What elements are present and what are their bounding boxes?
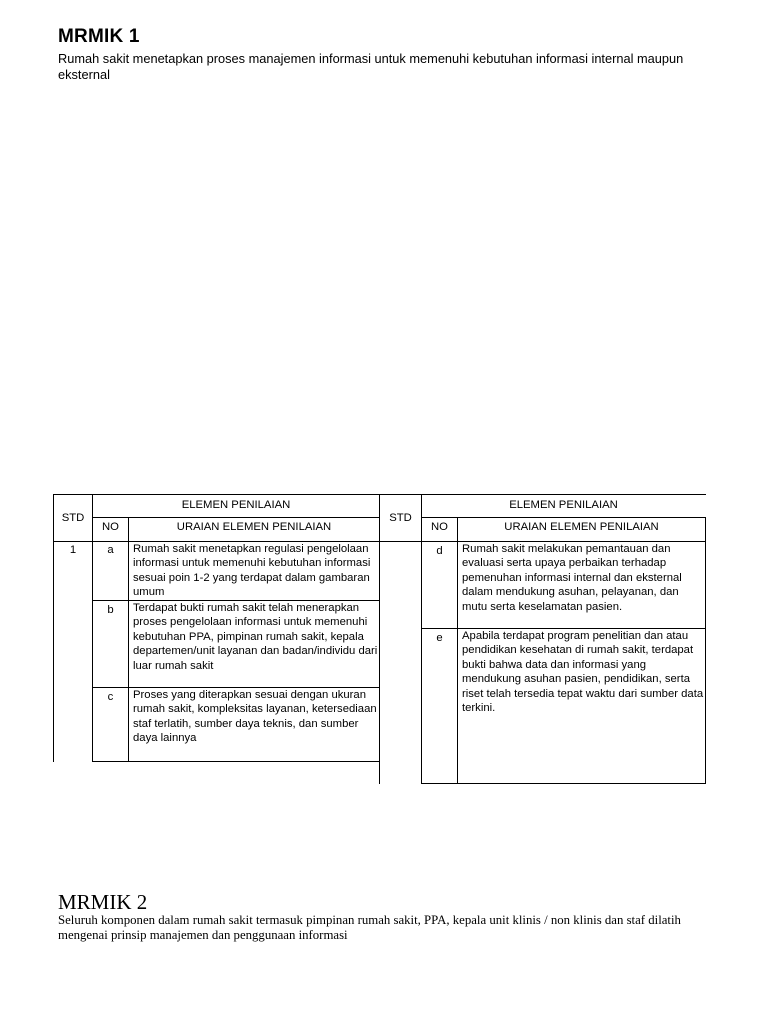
table-border <box>457 517 458 784</box>
std-number: 1 <box>69 544 77 556</box>
row-no-b: b <box>107 604 114 616</box>
table-border <box>53 494 54 762</box>
table-border <box>128 517 129 762</box>
row-text-d: Rumah sakit melakukan pemantauan dan evaluasi serta upaya perbaikan terhadap pemenuhan informasi internal dan eksternal dalam mendukung asuhan, pelayanan, dan mutu serta keselamatan pasien. <box>462 543 682 613</box>
section-title-mrmik-1: MRMIK 1 <box>58 26 140 47</box>
row-no-c: c <box>107 691 114 703</box>
row-no-d: d <box>436 545 443 557</box>
section-description-mrmik-2: Seluruh komponen dalam rumah sakit termasuk pimpinan rumah sakit, PPA, kepala unit klinis / non klinis dan staf dilatih mengenai prinsip manajemen dan penggunaan informasi <box>58 913 681 942</box>
header-uraian: URAIAN ELEMEN PENILAIAN <box>504 521 659 533</box>
table-border <box>92 761 379 762</box>
table-border <box>421 517 706 518</box>
row-text-b: Terdapat bukti rumah sakit telah menerapkan proses pengelolaan informasi untuk memenuhi kebutuhan PPA, pimpinan rumah sakit, kepala departemen/unit layanan dan badan/individu dari luar rumah sakit <box>133 602 378 672</box>
header-std: STD <box>389 512 412 524</box>
row-no-a: a <box>107 544 114 556</box>
row-no-e: e <box>436 632 443 644</box>
section-description-mrmik-1: Rumah sakit menetapkan proses manajemen informasi untuk memenuhi kebutuhan informasi internal maupun eksternal <box>58 51 684 82</box>
section-title-mrmik-2: MRMIK 2 <box>58 890 148 914</box>
table-border <box>379 494 706 495</box>
row-text-c: Proses yang diterapkan sesuai dengan ukuran rumah sakit, kompleksitas layanan, ketersediaan staf terlatih, sumber daya teknis, dan sumber daya lainnya <box>133 689 377 745</box>
header-uraian: URAIAN ELEMEN PENILAIAN <box>176 521 332 533</box>
table-border <box>705 517 706 784</box>
header-std: STD <box>61 512 85 524</box>
header-no: NO <box>431 521 448 533</box>
table-border <box>379 494 380 784</box>
row-text-a: Rumah sakit menetapkan regulasi pengelolaan informasi untuk memenuhi kebutuhan informasi sesuai poin 1-2 yang terdapat dalam gambaran umum <box>133 543 371 599</box>
row-text-e: Apabila terdapat program penelitian dan atau pendidikan kesehatan di rumah sakit, terdapat bukti bahwa data dan informasi yang mendukung asuhan pasien, pendidikan, serta riset telah tersedia tepat waktu dari sumber data terkini. <box>462 630 704 715</box>
header-elemen-penilaian: ELEMEN PENILAIAN <box>181 499 291 511</box>
table-border <box>92 517 379 518</box>
table-border <box>421 783 706 784</box>
table-border <box>53 494 379 495</box>
header-elemen-penilaian: ELEMEN PENILAIAN <box>509 499 618 511</box>
header-no: NO <box>102 521 119 533</box>
